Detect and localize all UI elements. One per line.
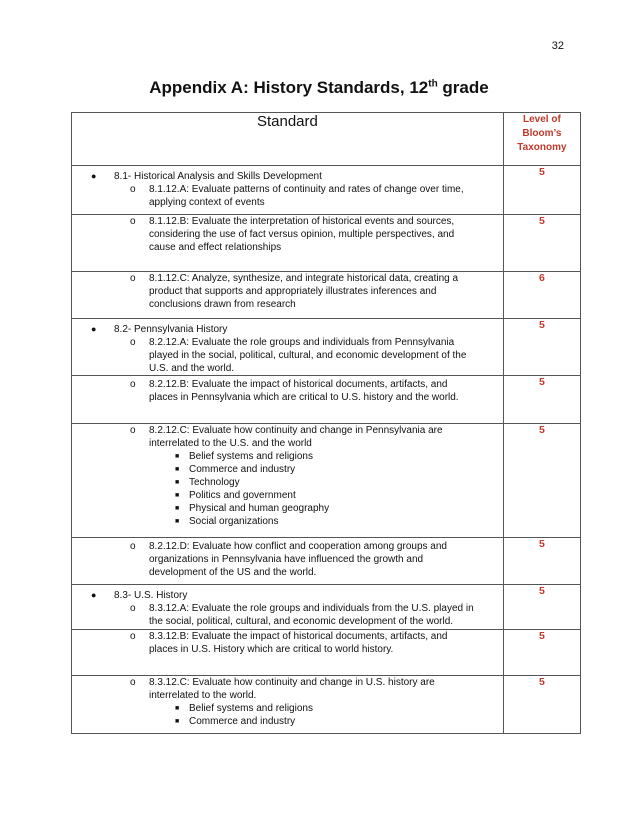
standard-item <box>72 272 503 311</box>
table-row <box>72 630 581 676</box>
standard-item <box>72 378 503 404</box>
list-item-text: Commerce and industry <box>189 716 296 727</box>
level-cell: 5 <box>503 215 580 272</box>
standard-cell <box>72 376 504 424</box>
circle-bullet-icon: o <box>130 603 136 614</box>
square-bullet-icon: ■ <box>175 466 180 473</box>
section-heading <box>72 170 503 183</box>
table-row <box>72 272 581 319</box>
circle-bullet-icon: o <box>130 337 136 348</box>
standard-cell <box>72 538 504 585</box>
standard-item <box>72 183 503 209</box>
standard-text: 8.2.12.D: Evaluate how conflict and cooperation among groups and organizations in Pennsylvania have influenced the growth and development of the US and the world. <box>149 541 447 578</box>
list-item-text: Belief systems and religions <box>189 703 313 714</box>
page-title <box>0 78 638 98</box>
header-level-line: Level of <box>523 114 561 125</box>
standard-cell <box>72 676 504 734</box>
page-number: 32 <box>551 40 564 52</box>
list-item <box>72 515 503 528</box>
standard-text: 8.3.12.B: Evaluate the impact of historical documents, artifacts, and places in U.S. History which are critical to world history. <box>149 631 448 655</box>
standard-cell <box>72 585 504 630</box>
table-row <box>72 166 581 215</box>
standard-text: 8.3.12.C: Evaluate how continuity and change in U.S. history are interrelated to the world. <box>149 677 435 701</box>
bullet-icon: ● <box>91 171 97 181</box>
square-bullet-icon: ■ <box>175 453 180 460</box>
list-item-text: Social organizations <box>189 516 279 527</box>
standard-cell <box>72 215 504 272</box>
standard-item <box>72 215 503 254</box>
table-row <box>72 215 581 272</box>
level-cell: 6 <box>503 272 580 319</box>
square-bullet-icon: ■ <box>175 705 180 712</box>
standard-item <box>72 630 503 656</box>
standard-cell <box>72 319 504 376</box>
title-main: Appendix A: History Standards, 12 <box>149 78 429 97</box>
standard-text: 8.2.12.C: Evaluate how continuity and change in Pennsylvania are interrelated to the U.S. and the world <box>149 425 443 449</box>
table-row <box>72 376 581 424</box>
level-cell: 5 <box>503 424 580 538</box>
list-item <box>72 715 503 728</box>
section-heading-text: 8.1- Historical Analysis and Skills Development <box>114 171 322 182</box>
standard-item <box>72 424 503 450</box>
level-cell: 5 <box>503 676 580 734</box>
circle-bullet-icon: o <box>130 273 136 284</box>
list-item <box>72 502 503 515</box>
level-cell: 5 <box>503 166 580 215</box>
header-standard: Standard <box>72 113 504 166</box>
circle-bullet-icon: o <box>130 541 136 552</box>
standards-table <box>71 112 581 734</box>
standard-text: 8.1.12.B: Evaluate the interpretation of historical events and sources, considering the use of fact versus opinion, multiple perspectives, and cause and effect relationships <box>149 216 455 253</box>
table-row <box>72 424 581 538</box>
standard-text: 8.3.12.A: Evaluate the role groups and individuals from the U.S. played in the social, political, cultural, and economic development of the world. <box>149 603 474 627</box>
circle-bullet-icon: o <box>130 677 136 688</box>
circle-bullet-icon: o <box>130 379 136 390</box>
circle-bullet-icon: o <box>130 216 136 227</box>
list-item <box>72 450 503 463</box>
square-bullet-icon: ■ <box>175 479 180 486</box>
square-bullet-icon: ■ <box>175 518 180 525</box>
title-superscript: th <box>428 78 438 90</box>
square-bullet-icon: ■ <box>175 718 180 725</box>
standard-item <box>72 602 503 628</box>
list-item <box>72 702 503 715</box>
level-cell: 5 <box>503 319 580 376</box>
section-heading-text: 8.3- U.S. History <box>114 590 188 601</box>
standard-text: 8.2.12.B: Evaluate the impact of historical documents, artifacts, and places in Pennsylvania which are critical to U.S. history and the world. <box>149 379 459 403</box>
level-cell: 5 <box>503 538 580 585</box>
header-level <box>503 113 580 166</box>
circle-bullet-icon: o <box>130 425 136 436</box>
standard-item <box>72 540 503 579</box>
standard-cell <box>72 166 504 215</box>
section-heading <box>72 323 503 336</box>
level-cell: 5 <box>503 630 580 676</box>
square-bullet-icon: ■ <box>175 492 180 499</box>
list-item-text: Technology <box>189 477 240 488</box>
standard-text: 8.1.12.C: Analyze, synthesize, and integrate historical data, creating a product that supports and appropriately illustrates inferences and conclusions drawn from research <box>149 273 459 310</box>
table-header-row <box>72 113 581 166</box>
standard-cell <box>72 424 504 538</box>
bullet-icon: ● <box>91 324 97 334</box>
standard-text: 8.2.12.A: Evaluate the role groups and individuals from Pennsylvania played in the social, political, cultural, and economic development of the U.S. and the world. <box>149 337 467 374</box>
title-tail: grade <box>437 78 489 97</box>
square-bullet-icon: ■ <box>175 505 180 512</box>
standard-cell <box>72 630 504 676</box>
list-item <box>72 476 503 489</box>
level-cell: 5 <box>503 585 580 630</box>
list-item <box>72 463 503 476</box>
circle-bullet-icon: o <box>130 631 136 642</box>
list-item-text: Commerce and industry <box>189 464 296 475</box>
bullet-icon: ● <box>91 590 97 600</box>
level-cell: 5 <box>503 376 580 424</box>
section-heading <box>72 589 503 602</box>
table-row <box>72 319 581 376</box>
table-row <box>72 538 581 585</box>
header-level-line: Taxonomy <box>517 142 567 153</box>
list-item <box>72 489 503 502</box>
list-item-text: Belief systems and religions <box>189 451 313 462</box>
table-row <box>72 676 581 734</box>
list-item-text: Politics and government <box>189 490 296 501</box>
header-level-line: Bloom’s <box>522 128 562 139</box>
section-heading-text: 8.2- Pennsylvania History <box>114 324 228 335</box>
standard-cell <box>72 272 504 319</box>
list-item-text: Physical and human geography <box>189 503 330 514</box>
table-row <box>72 585 581 630</box>
standard-text: 8.1.12.A: Evaluate patterns of continuity and rates of change over time, applying context of events <box>149 184 464 208</box>
standard-item <box>72 676 503 702</box>
circle-bullet-icon: o <box>130 184 136 195</box>
standard-item <box>72 336 503 375</box>
